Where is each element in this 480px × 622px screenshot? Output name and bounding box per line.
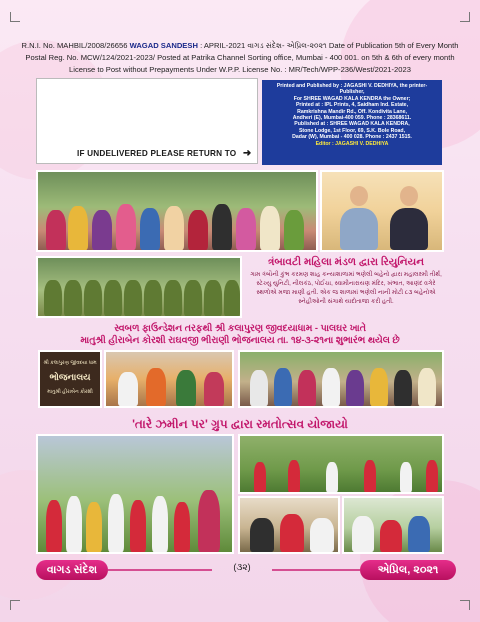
page-number: (૩૨) bbox=[233, 562, 251, 572]
crop-mark bbox=[460, 600, 470, 610]
brand-name: WAGAD SANDESH bbox=[129, 41, 198, 50]
publication-date-text: : APRIL-2021 વાગડ સંદેશ- એપ્રિલ-૨૦૨૧ Date of Publication 5th of Every Month bbox=[200, 41, 459, 50]
photo-people bbox=[38, 203, 316, 250]
green-uniform-group-photo bbox=[36, 256, 242, 318]
banner-sports-festival: 'તારે ઝમીન પર' ગ્રુપ દ્વારા રમતોત્સવ યોજાયો bbox=[132, 417, 348, 431]
banner-line-2: માતુશ્રી હીરાબેન કોરશી રાઘવજી ભીરાણી ભોજનાલય તા. ૧૪-૩-૨૧ના શુભારંભ થયેલ છે bbox=[80, 334, 400, 345]
arrow-right-icon: ➜ bbox=[242, 148, 252, 159]
inauguration-photo bbox=[104, 350, 234, 408]
footer-divider bbox=[108, 569, 212, 571]
bhojanalay-signboard-photo bbox=[38, 350, 102, 408]
publisher-line: Printed at : IPL Prints, 4, Saidham Ind. Estate, bbox=[295, 102, 409, 109]
race-photo bbox=[238, 434, 444, 494]
return-address-label bbox=[77, 148, 251, 159]
participants-photo-1 bbox=[238, 496, 340, 554]
sports-group-photo bbox=[36, 434, 234, 554]
crop-mark bbox=[460, 12, 470, 22]
article-heading-reunion: ત્રંબાવટી મહિલા મંડળ દ્વારા રિયુનિયન bbox=[267, 256, 425, 268]
mailing-address-box bbox=[36, 78, 258, 164]
publisher-line: Published at : SHREE WAGAD KALA KENDRA, bbox=[294, 121, 410, 128]
registration-line-2: Postal Reg. No. MCW/124/2021-2023/ Posted at Patrika Channel Sorting office, Mumbai - 400 001. on 5th & 6th of every month bbox=[25, 53, 455, 62]
signboard-bottom-text: માતુશ્રી હીરાબેન કોરશી bbox=[47, 389, 93, 395]
footer-magazine-name: વાગડ સંદેશ bbox=[36, 560, 108, 580]
photo-people bbox=[38, 281, 240, 316]
crop-mark bbox=[10, 12, 20, 22]
page-footer bbox=[24, 560, 456, 582]
publisher-line: Printed and Published by : JAGASHI V. DEDHIYA, the printer-Publisher, bbox=[276, 83, 428, 96]
banner-line-1: સ્વબળ ફાઉન્ડેશન તરફથી શ્રી કલાપુરણ જીવદયાધામ - પાલઘર ખાતે bbox=[114, 322, 366, 333]
publisher-line: Andheri (E), Mumbai-400 059. Phone : 28368611. bbox=[292, 115, 412, 122]
rni-number: R.N.I. No. MAHBIL/2008/26656 bbox=[21, 41, 128, 50]
signboard-top-text: શ્રી કલાપુરણ જીવદયા ધામ bbox=[43, 360, 97, 366]
participants-photo-2 bbox=[342, 496, 444, 554]
publisher-line: Ramkrishna Mandir Rd., Off. Kondivita Lane, bbox=[297, 108, 407, 115]
reunion-group-photo bbox=[36, 170, 318, 252]
event-group-photo bbox=[238, 350, 444, 408]
editor-line: Editor : JAGASHI V. DEDHIYA bbox=[315, 140, 389, 147]
signboard-title: ભોજનાલય bbox=[49, 372, 91, 382]
registration-line-3: License to Post without Prepayments Under W.P.P. License No. : MR/Tech/WPP-236/West/2021-2023 bbox=[69, 65, 411, 74]
return-text: IF UNDELIVERED PLEASE RETURN TO bbox=[77, 149, 237, 158]
two-women-photo bbox=[320, 170, 444, 252]
publisher-info-box bbox=[262, 80, 442, 165]
publisher-line: Dadar (W), Mumbai - 400 028. Phone : 2437 1515. bbox=[292, 134, 412, 141]
footer-divider bbox=[272, 569, 360, 571]
footer-issue-month: એપ્રિલ, ૨૦૨૧ bbox=[360, 560, 456, 580]
crop-mark bbox=[10, 600, 20, 610]
article-body-reunion: ગામ ત્રંબૌની કુંભ કરમણ શાહ કન્યાશાળામાં ભણેલી બહેનો દ્વારા મહાલક્ષ્મી તીર્થ, સ્ટેચ્યુ યુનિટી, નીલકંઠ, પોઈચા, સ્વામીનારાયણ મંદિર, ખંભાત, આણંદ વગેરે સ્થળોએ મજા માણી હતી. એક જ શાળામાં ભણેલી નાની મોટી ૮૩ બહેનોએ સ્નેહીઓની સંગાથે યાદોતાજા કરી હતી. bbox=[250, 271, 442, 305]
registration-line-1 bbox=[0, 40, 480, 51]
publisher-line: Stone Lodge, 1st Floor, 69, S.K. Bole Road, bbox=[298, 127, 406, 134]
publisher-line: For SHREE WAGAD KALA KENDRA the Owner; bbox=[293, 95, 411, 102]
